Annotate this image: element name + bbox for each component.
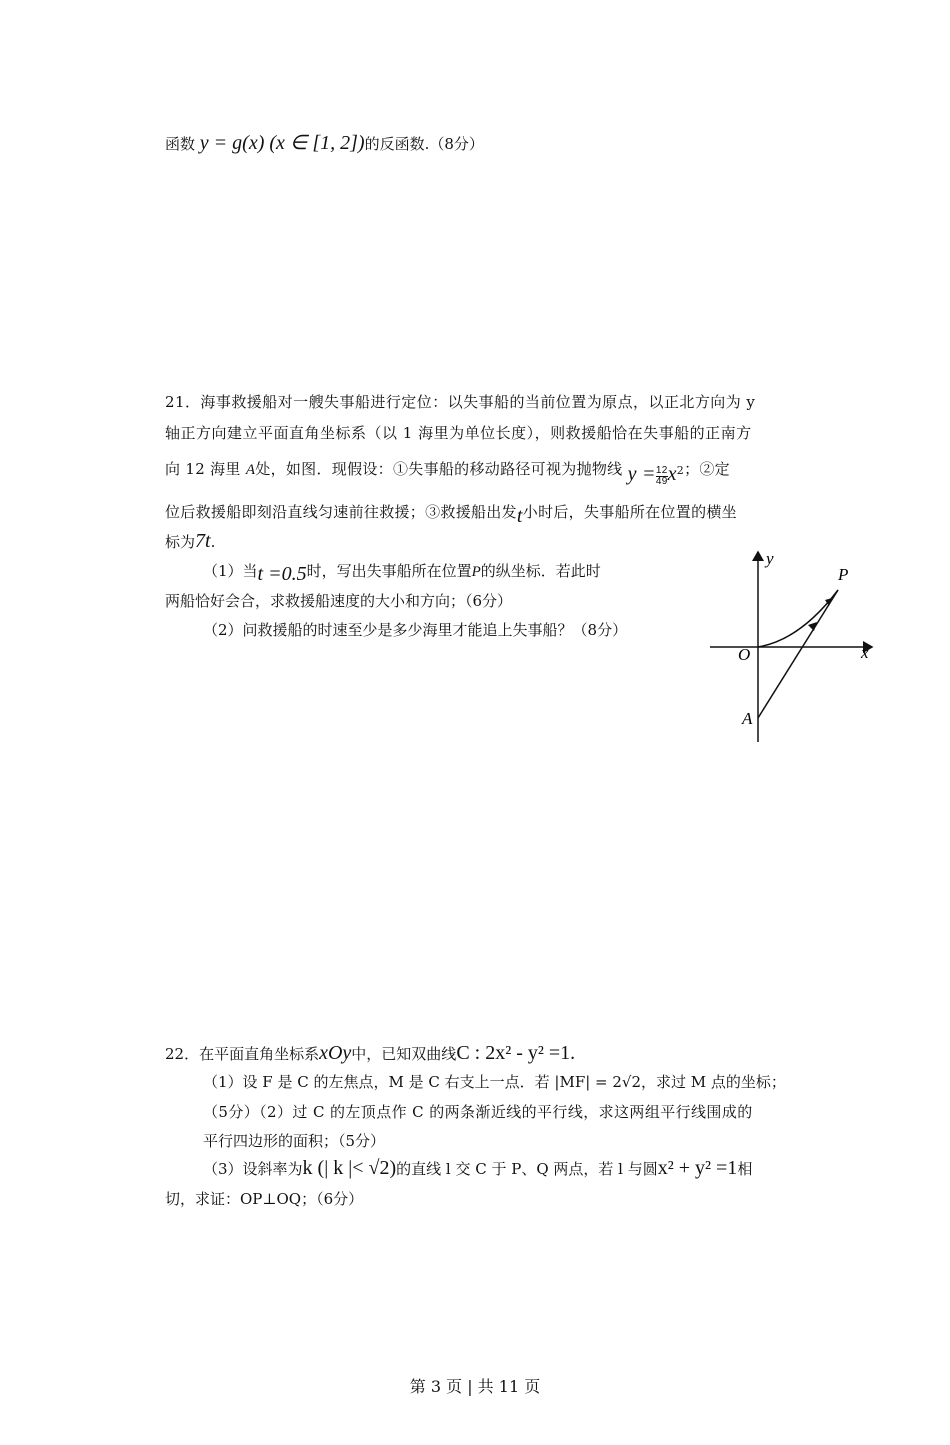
- q22-part3: [203, 1158, 752, 1179]
- text: （1）当: [203, 562, 258, 580]
- text: 的反函数.（8分）: [364, 135, 484, 153]
- var-t: t: [516, 505, 523, 527]
- q21-line1: 21．海事救援船对一艘失事船进行定位：以失事船的当前位置为原点，以正北方向为 y: [165, 393, 756, 411]
- q21-part1-cont: 两船恰好会合，求救援船速度的大小和方向；（6分）: [165, 592, 513, 610]
- q20-tail: [165, 133, 484, 154]
- text: x: [667, 463, 677, 485]
- p-label: P: [838, 565, 849, 584]
- q21-line3: [165, 455, 730, 487]
- text: y =: [627, 463, 656, 485]
- coordinate-figure: [700, 540, 890, 750]
- text: 向 12 海里: [165, 460, 241, 478]
- q22-part2: （5分）（2）过 C 的左顶点作 C 的两条渐近线的平行线，求这两组平行线围成的: [203, 1103, 753, 1121]
- formula: xOy: [319, 1042, 352, 1064]
- point-p: P: [471, 564, 481, 580]
- q22-part3-cont: 切，求证：OP⊥OQ；（6分）: [165, 1190, 364, 1208]
- text: 位后救援船即刻沿直线匀速前往救援；③救援船出发: [165, 503, 517, 521]
- formula: [258, 563, 307, 585]
- q22-part1: （1）设 F 是 C 的左焦点，M 是 C 右支上一点．若 |MF| = 2√2，求过 M 点的坐标；: [203, 1073, 786, 1091]
- page-footer: 第 3 页 | 共 11 页: [409, 1377, 541, 1396]
- formula: y = g(x) (x ∈ [1, 2]): [199, 132, 365, 154]
- q21-part2: （2）问救援船的时速至少是多少海里才能追上失事船？（8分）: [203, 621, 628, 639]
- text: 的直线 l 交 C 于 P、Q 两点，若 l 与圆: [396, 1160, 658, 1178]
- fraction: [656, 466, 668, 487]
- formula: k (| k |< √2): [302, 1157, 397, 1179]
- text: 处，如图．现假设：①失事船的移动路径可视为抛物线: [255, 460, 623, 478]
- text: 中，已知双曲线: [351, 1045, 457, 1063]
- text: （3）设斜率为: [203, 1160, 303, 1178]
- text: 22．在平面直角坐标系: [165, 1045, 320, 1063]
- q21-part1: [203, 560, 601, 585]
- rescue-path: [758, 590, 838, 718]
- text: 标为: [165, 533, 196, 551]
- exponent: 2: [676, 464, 685, 477]
- formula: 7t: [195, 530, 211, 552]
- text: t =0.5: [257, 563, 307, 585]
- parabola-formula: [627, 463, 685, 487]
- q21-line4: [165, 501, 737, 527]
- text: 时，写出失事船所在位置: [306, 562, 472, 580]
- hyperbola-equation: C : 2x² - y² =1.: [456, 1042, 576, 1064]
- point-a: A: [245, 462, 256, 478]
- text: .: [210, 533, 216, 551]
- y-label: y: [766, 549, 774, 568]
- q22-line1: [165, 1043, 575, 1064]
- parabola-path: [758, 590, 838, 647]
- text: 函数: [165, 135, 196, 153]
- q21-line2: 轴正方向建立平面直角坐标系（以 1 海里为单位长度），则救援船恰在失事船的正南方: [165, 424, 752, 442]
- denominator: 49: [655, 475, 668, 487]
- x-label: x: [861, 643, 869, 662]
- q22-part2-cont: 平行四边形的面积；（5分）: [203, 1132, 386, 1150]
- numerator: 12: [655, 464, 668, 476]
- circle-equation: x² + y² =1: [657, 1157, 738, 1179]
- text: 的纵坐标．若此时: [480, 562, 601, 580]
- text: 小时后，失事船所在位置的横坐: [522, 503, 737, 521]
- text: 相: [737, 1160, 753, 1178]
- q21-line5: [165, 531, 215, 552]
- a-label: A: [742, 709, 753, 728]
- o-label: O: [738, 645, 751, 664]
- text: ；②定: [684, 460, 730, 478]
